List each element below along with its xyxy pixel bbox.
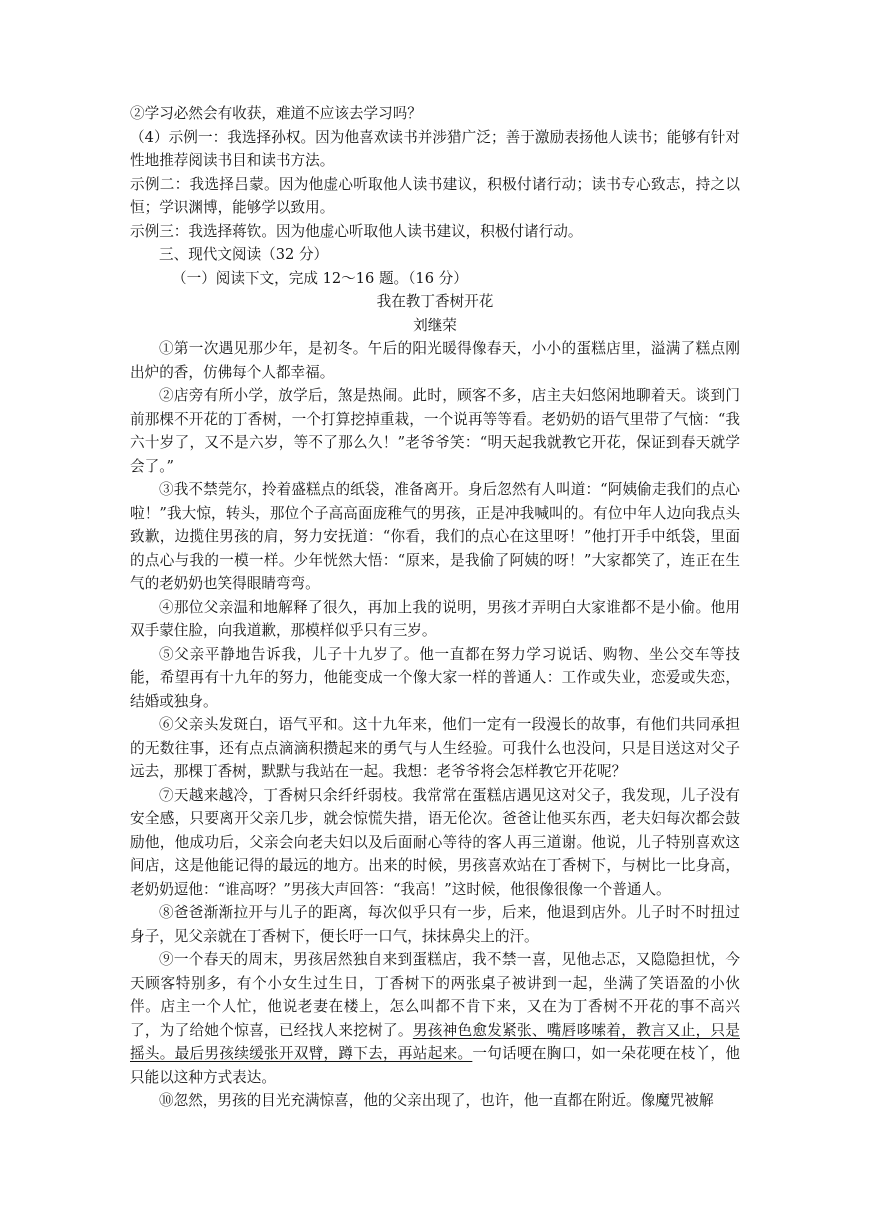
paragraph-5: ⑤父亲平静地告诉我，儿子十九岁了。他一直都在努力学习说话、购物、坐公交车等技能，希望再有十九年的努力，他能变成一个像大家一样的普通人：工作或失业，恋爱或失恋，结婚或独身。 [130,645,740,710]
answer-example-3: 示例三：我选择蒋钦。因为他虚心听取他人读书建议，积极付诸行动。 [130,222,583,240]
document-content [130,102,740,1113]
paragraph-9-text: ⑨一个春天的周末，男孩居然独自来到蛋糕店，我不禁一喜，见他忐忑，又隐隐担忧，今天顾客特别多，有个小女生过生日，丁香树下的两张桌子被讲到一起，坐满了笑语盈的小伙伴。店主一个人忙，他说老妻在楼上，怎么叫都不肯下来，又在为丁香树不开花的事不高兴了，为了给她个惊喜，已经找人来挖树了。 [130,951,740,1039]
paragraph-9 [130,948,740,1089]
answer-line-2: ②学习必然会有收获，难道不应该去学习吗？ [130,105,422,122]
paragraph-8: ⑧爸爸渐渐拉开与儿子的距离，每次似乎只有一步，后来，他退到店外。儿子时不时扭过身子，见父亲就在丁香树下，便长吁一口气，抹抹鼻尖上的汗。 [130,904,740,945]
paragraph-10: ⑩忽然，男孩的目光充满惊喜，他的父亲出现了，也许，他一直都在附近。像魔咒被解 [159,1092,714,1109]
paragraph-2: ②店旁有所小学，放学后，煞是热闹。此时，顾客不多，店主夫妇悠闲地聊着天。谈到门前那棵不开花的丁香树，一个打算挖掉重栽，一个说再等等看。老奶奶的语气里带了气恼：“我六十岁了，又不是六岁，等不了那么久！”老爷爷笑：“明天起我就教它开花，保证到春天就学会了。” [130,387,740,475]
paragraph-9-underlined-sentence: 男孩神色愈发紧张、嘴唇哆嗦着，教言又止，只是摇头。最后男孩续缓张开双臂，蹲下去，再站起来。 [130,1021,740,1062]
paragraph-1: ①第一次遇见那少年，是初冬。午后的阳光暖得像春天，小小的蛋糕店里，溢满了糕点刚出炉的香，仿佛每个人都幸福。 [130,340,740,381]
answer-q4-example-1: （4）示例一：我选择孙权。因为他喜欢读书并涉猎广泛；善于激励表扬他人读书；能够有针对性地推荐阅读书目和读书方法。 [130,128,740,169]
paragraph-6: ⑥父亲头发斑白，语气平和。这十九年来，他们一定有一段漫长的故事，有他们共同承担的无数往事，还有点点滴滴积攒起来的勇气与人生经验。可我什么也没问，只是目送这对父子远去，那棵丁香树，默默与我站在一起。我想：老爷爷将会怎样教它开花呢？ [130,716,740,780]
paragraph-7: ⑦天越来越冷，丁香树只余纤纤弱枝。我常常在蛋糕店遇见这对父子，我发现，儿子没有安全感，只要离开父亲几步，就会惊慌失措，语无伦次。爸爸让他买东西，老夫妇每次都会鼓励他，他成功后，父亲会向老夫妇以及后面耐心等待的客人再三道谢。他说，儿子特别喜欢这间店，这是他能记得的最远的地方。出来的时候，男孩喜欢站在丁香树下，与树比一比身高，老奶奶逗他：“谁高呀？”男孩大声回答：“我高！”这时候，他很像很像一个普通人。 [130,786,740,898]
paragraph-3: ③我不禁莞尔，拎着盛糕点的纸袋，准备离开。身后忽然有人叫道：“阿姨偷走我们的点心啦！”我大惊，转头，那位个子高高面庞稚气的男孩，正是冲我喊叫的。有位中年人边向我点头致歉，边揽住男孩的肩，努力安抚道：“你看，我们的点心在这里呀！”他打开手中纸袋，里面的点心与我的一模一样。少年恍然大悟：“原来，是我偷了阿姨的呀！”大家都笑了，连正在生气的老奶奶也笑得眼睛弯弯。 [130,481,740,592]
article-title: 我在教丁香树开花 [376,293,494,310]
article-author: 刘继荣 [413,316,457,334]
paragraph-4: ④那位父亲温和地解释了很久，再加上我的说明，男孩才弄明白大家谁都不是小偷。他用双手蒙住脸，向我道歉，那模样似乎只有三岁。 [130,598,740,639]
paragraph-9-tail: 一句话哽在胸口，如一朵花哽在枝丫，他只能以这种方式表达。 [130,1045,740,1086]
reading-instructions: （一）阅读下文，完成 12～16 题。（16 分） [172,269,468,287]
section-title: 三、现代文阅读（32 分） [159,246,329,263]
answer-example-2: 示例二：我选择吕蒙。因为他虚心听取他人读书建议，积极付诸行动；读书专心致志，持之以恒；学识渊博，能够学以致用。 [130,175,740,216]
